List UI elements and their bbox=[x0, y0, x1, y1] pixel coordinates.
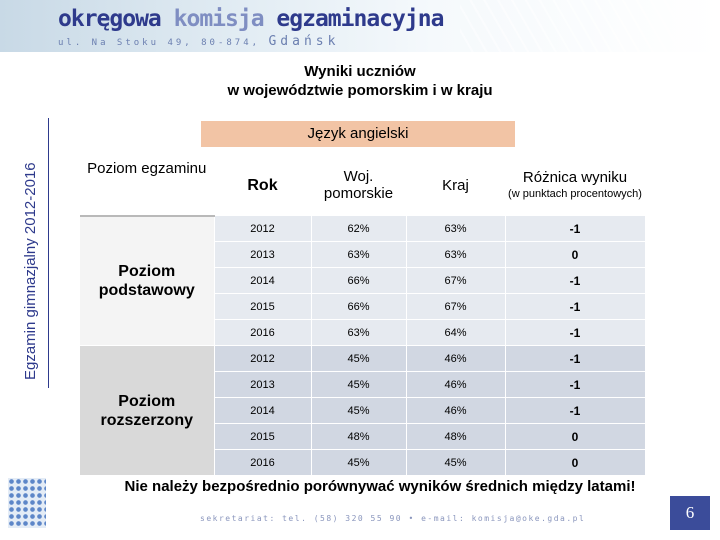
country-cell: 67% bbox=[406, 268, 505, 294]
level-extended: Poziom rozszerzony bbox=[80, 346, 214, 476]
year-cell: 2015 bbox=[214, 294, 311, 320]
country-cell: 46% bbox=[406, 372, 505, 398]
year-cell: 2016 bbox=[214, 320, 311, 346]
country-cell: 45% bbox=[406, 450, 505, 476]
region-cell: 45% bbox=[311, 450, 406, 476]
country-cell: 48% bbox=[406, 424, 505, 450]
org-name-part1: okręgowa bbox=[58, 6, 174, 32]
slide-title-line2: w województwie pomorskim i w kraju bbox=[227, 82, 493, 99]
region-cell: 62% bbox=[311, 216, 406, 242]
header-hex-pattern bbox=[460, 0, 720, 52]
header-diff-title: Różnica wyniku bbox=[522, 169, 628, 186]
org-name-part3: egzaminacyjna bbox=[263, 6, 444, 32]
comparison-note: Nie należy bezpośrednio porównywać wyników średnich między latami! bbox=[124, 478, 636, 495]
table-row bbox=[80, 346, 645, 372]
region-cell: 45% bbox=[311, 398, 406, 424]
country-cell: 64% bbox=[406, 320, 505, 346]
diff-cell: -1 bbox=[505, 294, 645, 320]
diff-cell: -1 bbox=[505, 372, 645, 398]
region-cell: 66% bbox=[311, 294, 406, 320]
diff-cell: 0 bbox=[505, 424, 645, 450]
subject-label: Język angielski bbox=[201, 121, 515, 147]
diff-cell: -1 bbox=[505, 216, 645, 242]
header-year: Rok bbox=[214, 154, 311, 216]
country-cell: 46% bbox=[406, 398, 505, 424]
diff-cell: -1 bbox=[505, 346, 645, 372]
header-diff-subtitle: (w punktach procentowych) bbox=[508, 188, 642, 200]
slide-header bbox=[0, 0, 720, 52]
country-cell: 63% bbox=[406, 242, 505, 268]
year-cell: 2014 bbox=[214, 398, 311, 424]
year-cell: 2016 bbox=[214, 450, 311, 476]
header-country: Kraj bbox=[406, 154, 505, 216]
organization-address: ul. Na Stoku 49, 80-874, Gdańsk bbox=[58, 34, 340, 49]
page-number: 6 bbox=[670, 496, 710, 530]
year-cell: 2015 bbox=[214, 424, 311, 450]
region-cell: 63% bbox=[311, 320, 406, 346]
oke-dot-logo-icon bbox=[8, 478, 46, 528]
region-cell: 63% bbox=[311, 242, 406, 268]
header-level: Poziom egzaminu bbox=[80, 154, 214, 216]
year-cell: 2012 bbox=[214, 216, 311, 242]
slide-title bbox=[150, 62, 570, 100]
diff-cell: -1 bbox=[505, 320, 645, 346]
table-row bbox=[80, 216, 645, 242]
address-street: ul. Na Stoku 49, 80-874 bbox=[58, 38, 252, 48]
region-cell: 66% bbox=[311, 268, 406, 294]
slide-title-line1: Wyniki uczniów bbox=[304, 63, 416, 80]
exam-period-label: Egzamin gimnazjalny 2012-2016 bbox=[22, 162, 39, 380]
country-cell: 63% bbox=[406, 216, 505, 242]
address-city: Gdańsk bbox=[268, 34, 340, 49]
year-cell: 2012 bbox=[214, 346, 311, 372]
table-header-row bbox=[80, 154, 645, 216]
country-cell: 46% bbox=[406, 346, 505, 372]
organization-name bbox=[58, 6, 443, 32]
diff-cell: -1 bbox=[505, 398, 645, 424]
country-cell: 67% bbox=[406, 294, 505, 320]
year-cell: 2014 bbox=[214, 268, 311, 294]
footer-contact: sekretariat: tel. (58) 320 55 90 • e-mail: komisja@oke.gda.pl bbox=[200, 514, 586, 523]
region-cell: 45% bbox=[311, 372, 406, 398]
diff-cell: 0 bbox=[505, 242, 645, 268]
vertical-divider bbox=[48, 118, 49, 388]
header-region: Woj. pomorskie bbox=[311, 154, 406, 216]
level-basic: Poziom podstawowy bbox=[80, 216, 214, 346]
org-name-part2: komisja bbox=[173, 6, 264, 32]
results-table bbox=[80, 154, 646, 476]
region-cell: 48% bbox=[311, 424, 406, 450]
year-cell: 2013 bbox=[214, 242, 311, 268]
diff-cell: -1 bbox=[505, 268, 645, 294]
header-diff bbox=[505, 154, 645, 216]
diff-cell: 0 bbox=[505, 450, 645, 476]
region-cell: 45% bbox=[311, 346, 406, 372]
year-cell: 2013 bbox=[214, 372, 311, 398]
